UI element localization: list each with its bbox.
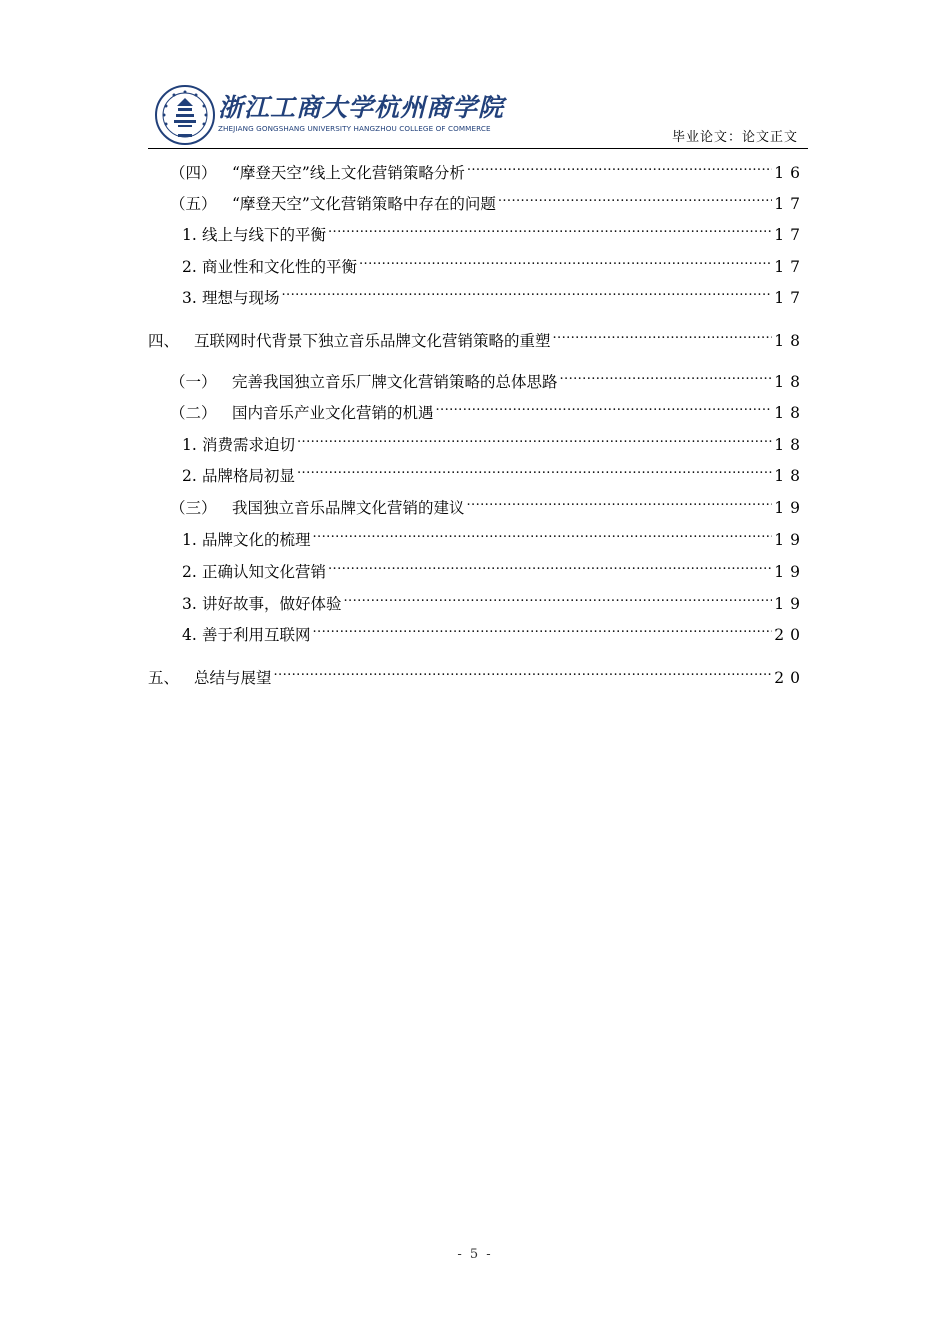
toc-entry-number: 四、 <box>148 332 180 350</box>
toc-entry-number: 2. <box>182 258 197 276</box>
toc-entry-number: （五） <box>170 195 217 213</box>
toc-entry-number: 3. <box>182 595 197 613</box>
page-number: - 5 - <box>457 1247 493 1262</box>
logo-chinese-name: 浙江工商大学杭州商学院 <box>218 93 505 122</box>
toc-entry-title: 品牌格局初显 <box>202 467 296 485</box>
toc-dot-leader <box>467 491 773 513</box>
toc-entry-title: 总结与展望 <box>194 669 272 687</box>
toc-dot-leader <box>328 555 772 577</box>
toc-entry[interactable] <box>182 281 806 307</box>
toc-entry-title: “摩登天空”文化营销策略中存在的问题 <box>232 195 496 213</box>
toc-dot-leader <box>274 661 773 683</box>
toc-entry-title: 理想与现场 <box>202 289 280 307</box>
toc-entry-page: 19 <box>774 531 806 549</box>
toc-entry[interactable] <box>170 156 806 182</box>
header-section-label: 毕业论文：论文正文 <box>671 130 798 145</box>
toc-entry-number: 1. <box>182 226 197 244</box>
toc-dot-leader <box>297 459 772 481</box>
toc-dot-leader <box>467 156 772 178</box>
toc-entry[interactable] <box>182 218 806 244</box>
toc-entry-number: 1. <box>182 531 197 549</box>
toc-entry-title: “摩登天空”线上文化营销策略分析 <box>232 164 465 182</box>
toc-dot-leader <box>359 250 772 272</box>
toc-entry-number: 1. <box>182 436 197 454</box>
toc-entry[interactable] <box>182 587 806 613</box>
toc-entry[interactable] <box>182 459 806 485</box>
toc-entry-title: 完善我国独立音乐厂牌文化营销策略的总体思路 <box>232 373 558 391</box>
toc-entry-number: （二） <box>170 404 217 422</box>
toc-entry[interactable] <box>170 491 806 517</box>
toc-entry[interactable] <box>182 428 806 454</box>
toc-entry-title: 我国独立音乐品牌文化营销的建议 <box>232 499 465 517</box>
toc-entry-page: 16 <box>774 164 806 182</box>
toc-entry-number: 2. <box>182 467 197 485</box>
toc-entry-page: 19 <box>774 563 806 581</box>
university-logo <box>218 92 508 142</box>
toc-entry-title: 正确认知文化营销 <box>202 563 327 581</box>
toc-entry[interactable] <box>170 396 806 422</box>
toc-entry-number: （三） <box>170 499 217 517</box>
toc-entry-title: 线上与线下的平衡 <box>202 226 327 244</box>
toc-entry-number: （一） <box>170 373 217 391</box>
toc-entry-page: 17 <box>774 258 806 276</box>
toc-entry-title: 品牌文化的梳理 <box>202 531 311 549</box>
toc-entry-page: 18 <box>774 436 806 454</box>
toc-dot-leader <box>313 618 773 640</box>
toc-entry-number: 3. <box>182 289 197 307</box>
toc-entry-title: 消费需求迫切 <box>202 436 296 454</box>
toc-entry[interactable] <box>148 661 806 687</box>
toc-entry-number: 4. <box>182 626 197 644</box>
toc-entry-page: 18 <box>774 373 806 391</box>
toc-entry-page: 17 <box>774 195 806 213</box>
toc-entry-page: 17 <box>774 289 806 307</box>
page-header <box>148 84 808 149</box>
toc-dot-leader <box>553 324 773 346</box>
toc-entry-page: 19 <box>774 499 806 517</box>
university-seal-icon <box>154 84 216 146</box>
toc-dot-leader <box>344 587 773 609</box>
toc-entry-title: 国内音乐产业文化营销的机遇 <box>232 404 434 422</box>
toc-entry[interactable] <box>170 187 806 213</box>
toc-entry-number: （四） <box>170 164 217 182</box>
toc-entry[interactable] <box>182 555 806 581</box>
toc-entry[interactable] <box>148 324 806 350</box>
toc-entry[interactable] <box>182 618 806 644</box>
toc-entry-title: 商业性和文化性的平衡 <box>202 258 358 276</box>
toc-entry-page: 20 <box>774 669 806 687</box>
toc-entry-page: 18 <box>774 332 806 350</box>
toc-entry-title: 讲好故事，做好体验 <box>202 595 342 613</box>
toc-dot-leader <box>282 281 773 303</box>
toc-entry[interactable] <box>182 523 806 549</box>
toc-entry-page: 18 <box>774 467 806 485</box>
toc-dot-leader <box>328 218 772 240</box>
toc-entry[interactable] <box>182 250 806 276</box>
toc-dot-leader <box>436 396 773 418</box>
toc-entry[interactable] <box>170 365 806 391</box>
toc-entry-number: 五、 <box>148 669 180 687</box>
toc-dot-leader <box>498 187 772 209</box>
toc-entry-number: 2. <box>182 563 197 581</box>
toc-entry-title: 互联网时代背景下独立音乐品牌文化营销策略的重塑 <box>194 332 551 350</box>
toc-dot-leader <box>313 523 773 545</box>
toc-entry-page: 17 <box>774 226 806 244</box>
toc-entry-page: 19 <box>774 595 806 613</box>
logo-english-name: ZHEJIANG GONGSHANG UNIVERSITY HANGZHOU COLLEGE OF COMMERCE <box>218 124 491 133</box>
toc-dot-leader <box>560 365 773 387</box>
toc-entry-page: 20 <box>774 626 806 644</box>
toc-entry-title: 善于利用互联网 <box>202 626 311 644</box>
toc-dot-leader <box>297 428 772 450</box>
toc-entry-page: 18 <box>774 404 806 422</box>
